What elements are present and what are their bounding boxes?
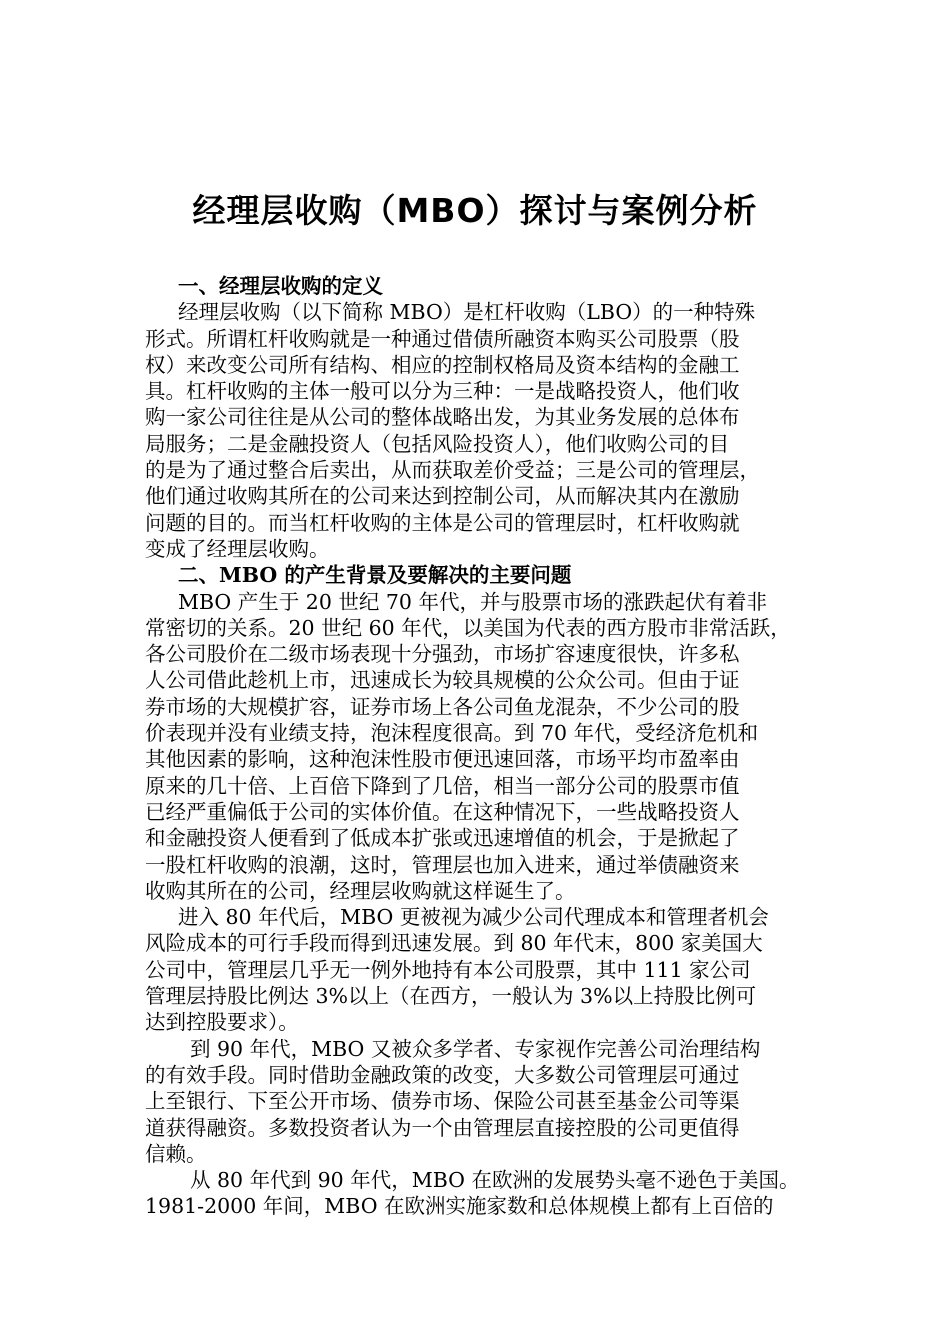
text-line: 原来的几十倍、上百倍下降到了几倍，相当一部分公司的股票市值 xyxy=(145,773,740,798)
text-line: 的有效手段。同时借助金融政策的改变，大多数公司管理层可通过 xyxy=(145,1062,740,1087)
text-line: 他们通过收购其所在的公司来达到控制公司，从而解决其内在激励 xyxy=(145,484,740,509)
text-line: 已经严重偏低于公司的实体价值。在这种情况下，一些战略投资人 xyxy=(145,799,740,824)
document-title: 经理层收购（MBO）探讨与案例分析 xyxy=(192,191,758,230)
text-line: 形式。所谓杠杆收购就是一种通过借债所融资本购买公司股票（股 xyxy=(145,326,740,351)
text-line: 进入 80 年代后，MBO 更被视为减少公司代理成本和管理者机会 xyxy=(178,905,769,930)
paragraph-1980s xyxy=(145,904,810,1035)
text-line: 权）来改变公司所有结构、相应的控制权格局及资本结构的金融工 xyxy=(145,352,740,377)
paragraph-definition xyxy=(145,299,810,562)
text-line: 1981-2000 年间，MBO 在欧洲实施家数和总体规模上都有上百倍的 xyxy=(145,1194,774,1219)
text-line: 购一家公司往往是从公司的整体战略出发，为其业务发展的总体布 xyxy=(145,405,740,430)
text-line: 从 80 年代到 90 年代，MBO 在欧洲的发展势头毫不逊色于美国。 xyxy=(190,1168,800,1193)
text-line: 券市场的大规模扩容，证券市场上各公司鱼龙混杂，不少公司的股 xyxy=(145,694,740,719)
document-body xyxy=(145,273,810,1220)
section-heading-background: 二、MBO 的产生背景及要解决的主要问题 xyxy=(178,563,572,588)
section-heading-definition: 一、经理层收购的定义 xyxy=(178,274,383,298)
text-line: 上至银行、下至公开市场、债券市场、保险公司甚至基金公司等渠 xyxy=(145,1089,740,1114)
text-line: 各公司股价在二级市场表现十分强劲，市场扩容速度很快，许多私 xyxy=(145,642,740,667)
text-line: 人公司借此趁机上市，迅速成长为较具规模的公众公司。但由于证 xyxy=(145,668,740,693)
text-line: 的是为了通过整合后卖出，从而获取差价受益；三是公司的管理层， xyxy=(145,458,760,483)
text-line: 问题的目的。而当杠杆收购的主体是公司的管理层时，杠杆收购就 xyxy=(145,510,740,535)
text-line: 局服务；二是金融投资人（包括风险投资人），他们收购公司的目 xyxy=(145,431,730,456)
text-line: 管理层持股比例达 3%以上（在西方，一般认为 3%以上持股比例可 xyxy=(145,984,757,1009)
text-line: 道获得融资。多数投资者认为一个由管理层直接控股的公司更值得 xyxy=(145,1115,740,1140)
text-line: 到 90 年代，MBO 又被众多学者、专家视作完善公司治理结构 xyxy=(190,1036,761,1061)
text-line: 具。杠杆收购的主体一般可以分为三种：一是战略投资人，他们收 xyxy=(145,379,740,404)
text-line: 收购其所在的公司，经理层收购就这样诞生了。 xyxy=(145,878,576,903)
text-line: 常密切的关系。20 世纪 60 年代，以美国为代表的西方股市非常活跃， xyxy=(145,615,791,640)
text-line: 其他因素的影响，这种泡沫性股市便迅速回落，市场平均市盈率由 xyxy=(145,747,740,772)
text-line: MBO 产生于 20 世纪 70 年代，并与股票市场的涨跌起伏有着非 xyxy=(178,589,767,614)
text-line: 达到控股要求）。 xyxy=(145,1010,299,1035)
text-line: 一股杠杆收购的浪潮，这时，管理层也加入进来，通过举债融资来 xyxy=(145,852,740,877)
text-line: 信赖。 xyxy=(145,1141,207,1166)
paragraph-origin xyxy=(145,589,810,905)
text-line: 变成了经理层收购。 xyxy=(145,536,330,561)
paragraph-1990s xyxy=(145,1036,810,1167)
text-line: 经理层收购（以下简称 MBO）是杠杆收购（LBO）的一种特殊 xyxy=(178,300,756,325)
text-line: 价表现并没有业绩支持，泡沫程度很高。到 70 年代，受经济危机和 xyxy=(145,721,759,746)
text-line: 和金融投资人便看到了低成本扩张或迅速增值的机会，于是掀起了 xyxy=(145,826,740,851)
text-line: 风险成本的可行手段而得到迅速发展。到 80 年代末，800 家美国大 xyxy=(145,931,763,956)
text-line: 公司中，管理层几乎无一例外地持有本公司股票，其中 111 家公司 xyxy=(145,957,751,982)
paragraph-europe xyxy=(145,1167,810,1220)
